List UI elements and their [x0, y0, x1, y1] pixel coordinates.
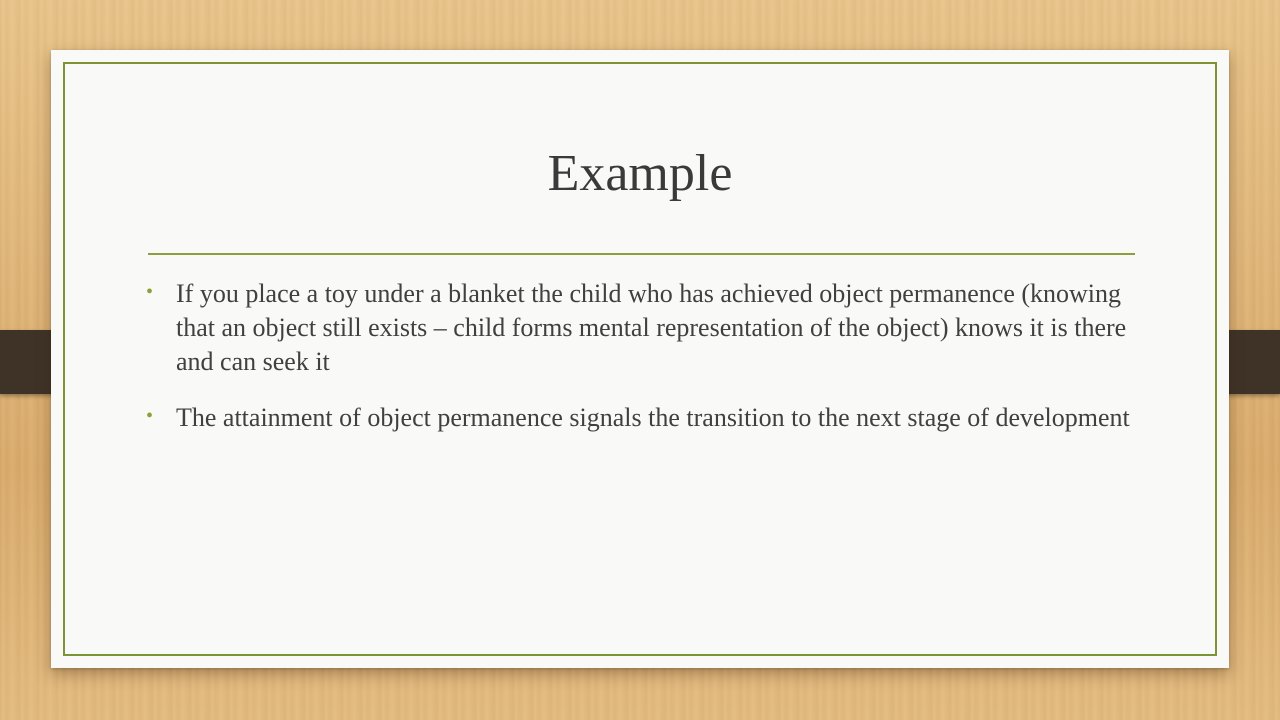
bullet-item	[146, 401, 1146, 435]
bullet-item	[146, 277, 1146, 379]
bullet-text: The attainment of object permanence signals the transition to the next stage of development	[176, 403, 1130, 432]
bullet-text: If you place a toy under a blanket the child who has achieved object permanence (knowing that an object still exists – child forms mental representation of the object) knows it is there and can seek it	[176, 279, 1127, 376]
bullet-icon: •	[146, 281, 154, 303]
title-divider	[148, 253, 1135, 255]
bullet-icon: •	[146, 405, 154, 427]
slide-title: Example	[547, 145, 733, 202]
slide-card	[51, 50, 1229, 668]
bullet-list	[146, 277, 1146, 457]
